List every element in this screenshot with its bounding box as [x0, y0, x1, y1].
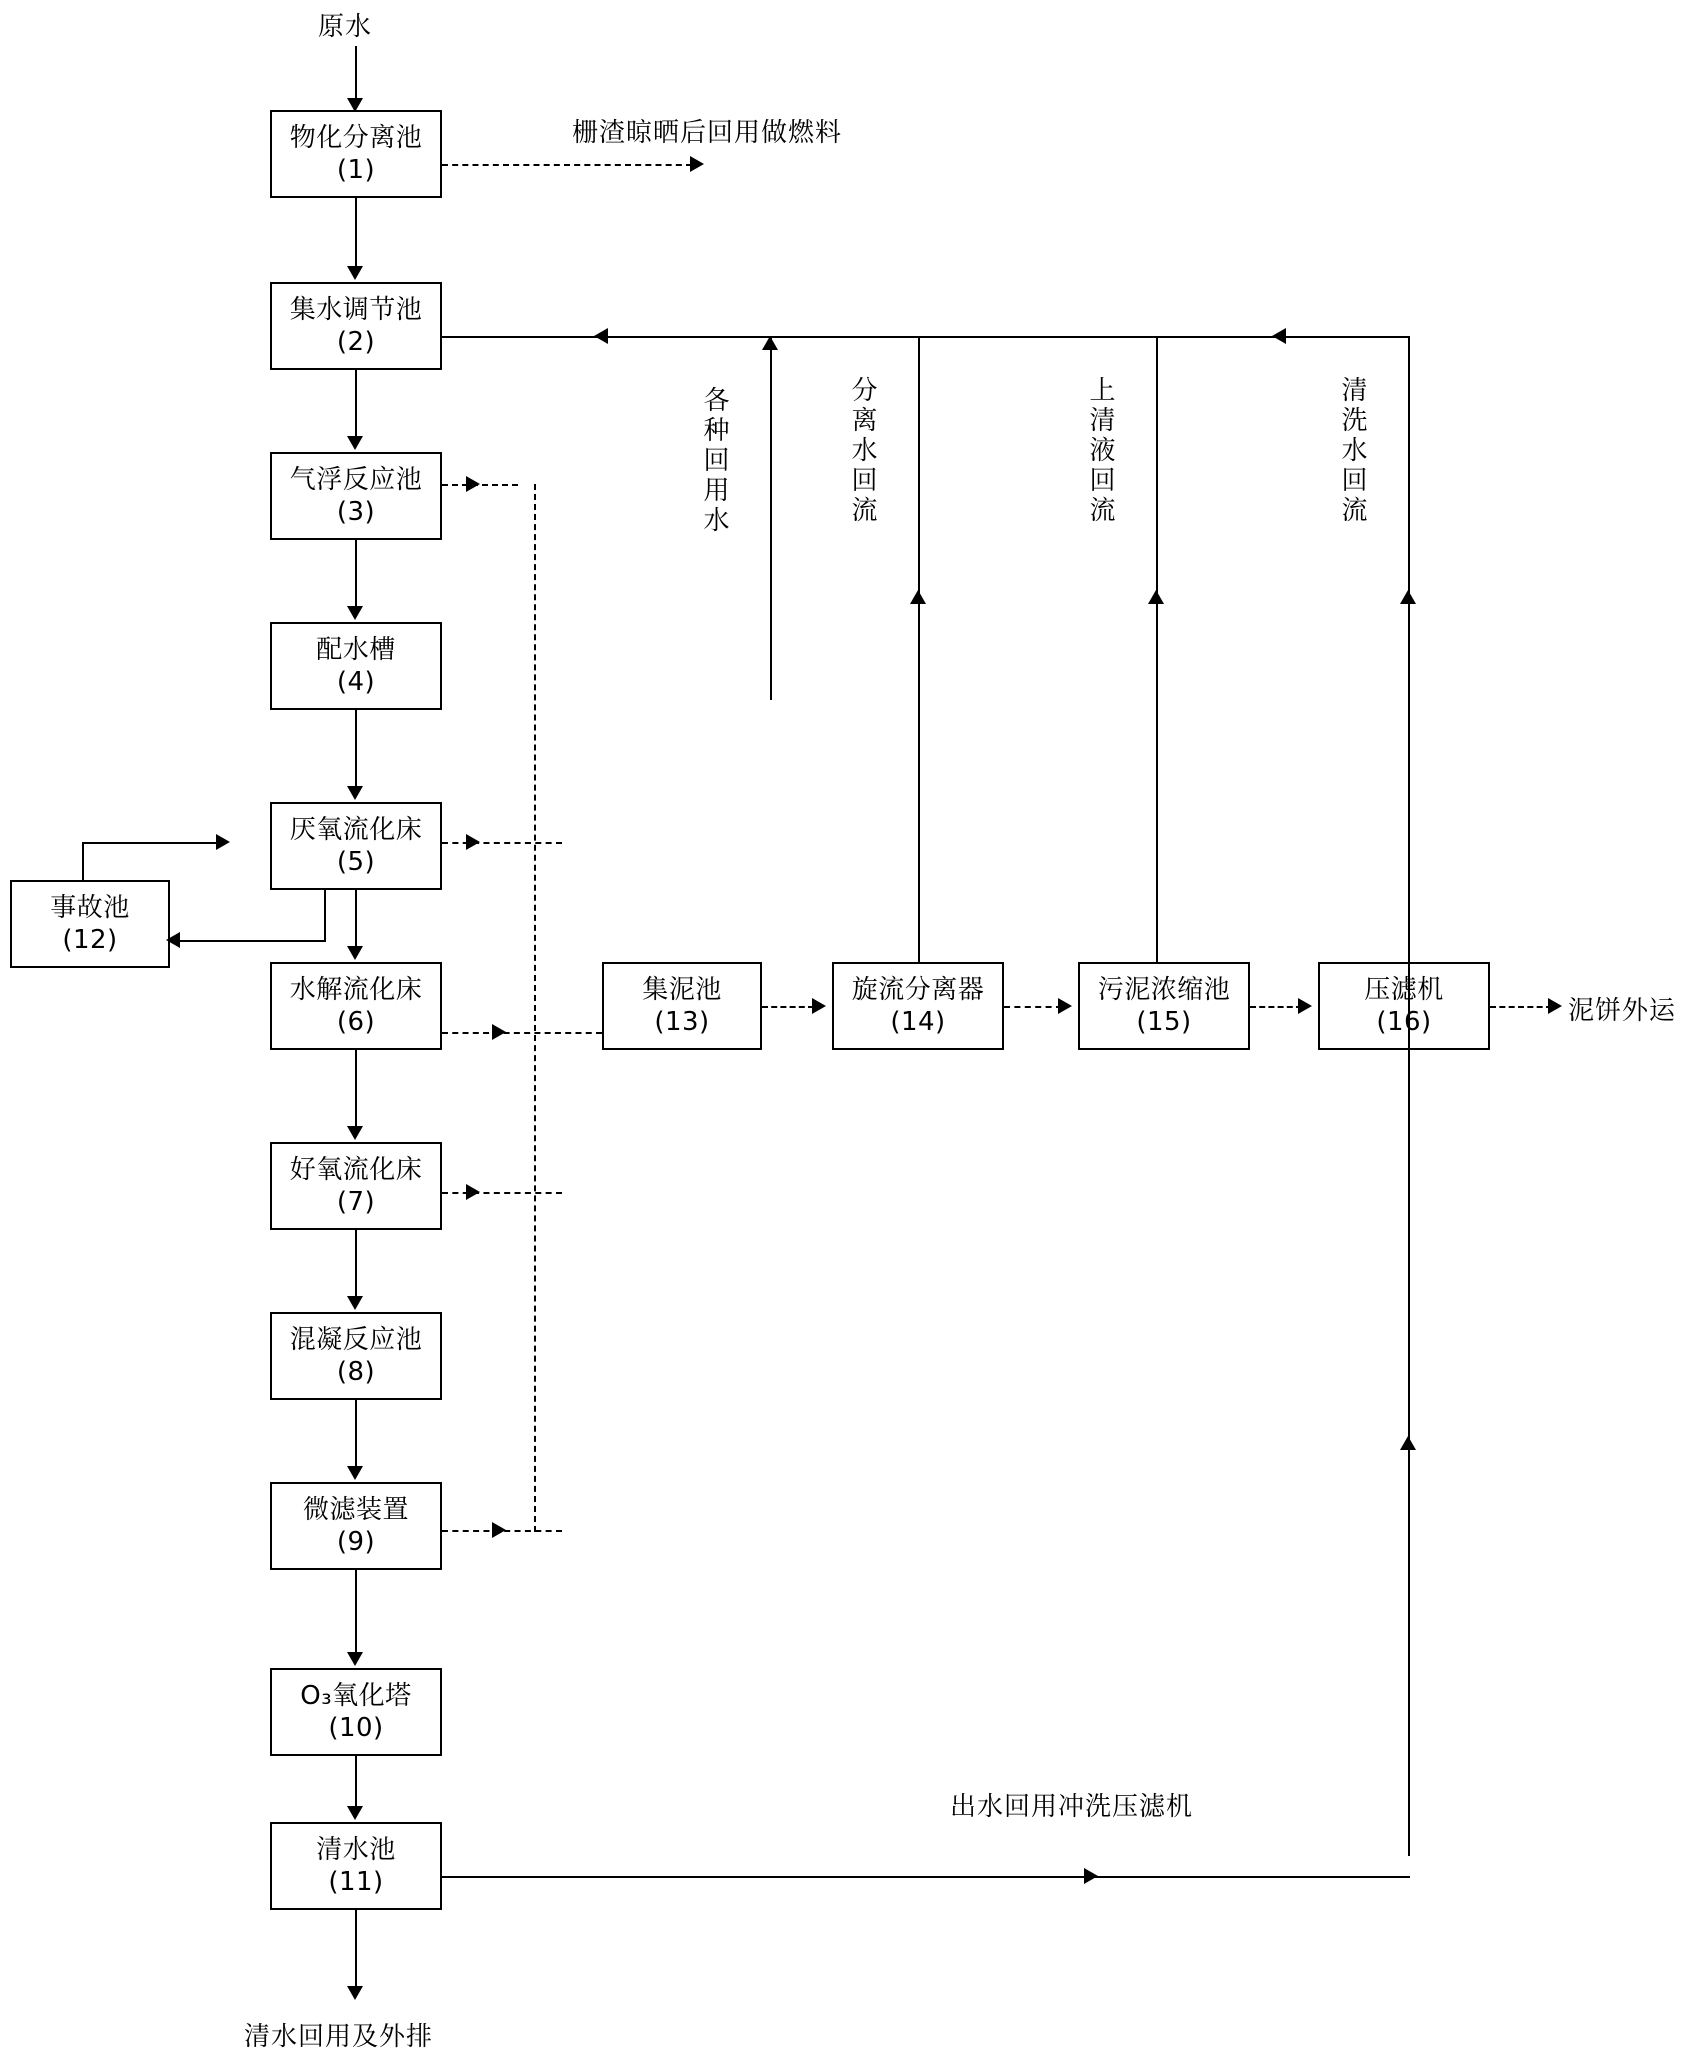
line-1-2 [355, 198, 357, 268]
arrow-15-16 [1298, 998, 1312, 1014]
arrow-return-2 [1272, 328, 1286, 344]
line-13-14 [762, 1006, 814, 1008]
line-11-out [355, 1910, 357, 1988]
line-5-to-12 [170, 940, 326, 942]
arrow-riser-supernatant [1148, 590, 1164, 604]
arrow-16-out [1548, 998, 1562, 1014]
label-screen-residue: 栅渣晾晒后回用做燃料 [572, 118, 843, 148]
arrow-1-2 [347, 266, 363, 280]
arrow-7-sludge [466, 1184, 480, 1200]
arrow-return-1 [594, 328, 608, 344]
arrow-11-out [347, 1986, 363, 2000]
arrow-3-4 [347, 606, 363, 620]
node-box-14[interactable]: 旋流分离器 (14) [832, 962, 1004, 1050]
node-box-5[interactable]: 厌氧流化床 (5) [270, 802, 442, 890]
line-12-to-5 [82, 842, 218, 844]
arrow-9-10 [347, 1652, 363, 1666]
arrow-8-9 [347, 1466, 363, 1480]
node-box-3[interactable]: 气浮反应池 (3) [270, 452, 442, 540]
arrow-3-sludge [466, 476, 480, 492]
line-riser-separation [918, 336, 920, 962]
line-6-sludge [442, 1032, 602, 1034]
node-box-4[interactable]: 配水槽 (4) [270, 622, 442, 710]
label-reuse-water: 各种回用水 [699, 386, 729, 536]
line-sludge-collector [534, 484, 536, 1532]
arrow-5-to-12 [166, 932, 180, 948]
node-box-12[interactable]: 事故池 (12) [10, 880, 170, 968]
line-15-16 [1250, 1006, 1302, 1008]
line-16-out [1490, 1006, 1552, 1008]
arrow-14-15 [1058, 998, 1072, 1014]
line-3-4 [355, 540, 357, 608]
arrow-2-3 [347, 436, 363, 450]
line-5-sludge [442, 842, 562, 844]
node-box-9[interactable]: 微滤装置 (9) [270, 1482, 442, 1570]
arrow-4-5 [347, 786, 363, 800]
line-12-up [82, 842, 84, 882]
arrow-6-sludge [492, 1024, 506, 1040]
arrow-12-to-5 [216, 834, 230, 850]
line-3-sludge [442, 484, 518, 486]
arrow-wash-into-16 [1400, 1436, 1416, 1450]
label-supernatant-return: 上清液回流 [1085, 376, 1115, 526]
node-box-7[interactable]: 好氧流化床 (7) [270, 1142, 442, 1230]
inlet-label: 原水 [318, 12, 373, 42]
arrow-6-7 [347, 1126, 363, 1140]
node-box-11[interactable]: 清水池 (11) [270, 1822, 442, 1910]
line-riser-supernatant [1156, 336, 1158, 962]
node-box-6[interactable]: 水解流化床 (6) [270, 962, 442, 1050]
outlet-label: 清水回用及外排 [244, 2022, 434, 2052]
node-box-2[interactable]: 集水调节池 (2) [270, 282, 442, 370]
line-7-sludge [442, 1192, 562, 1194]
line-14-15 [1004, 1006, 1062, 1008]
arrow-9-sludge [492, 1522, 506, 1538]
arrow-11-reuse [1084, 1868, 1098, 1884]
line-9-10 [355, 1570, 357, 1654]
arrow-riser-separation [910, 590, 926, 604]
line-riser-reuse [770, 336, 772, 700]
label-reuse-flush: 出水回用冲洗压滤机 [950, 1792, 1194, 1822]
arrow-5-6 [347, 946, 363, 960]
line-5-down-to12 [324, 890, 326, 942]
node-box-1[interactable]: 物化分离池 (1) [270, 110, 442, 198]
arrow-riser-reuse [762, 336, 778, 350]
line-inlet [355, 46, 357, 104]
line-7-8 [355, 1230, 357, 1298]
line-4-5 [355, 710, 357, 788]
line-10-11 [355, 1756, 357, 1808]
node-box-15[interactable]: 污泥浓缩池 (15) [1078, 962, 1250, 1050]
node-box-10[interactable]: O₃氧化塔 (10) [270, 1668, 442, 1756]
line-5-6 [355, 890, 357, 948]
label-washwater-return: 清洗水回流 [1337, 376, 1367, 526]
arrow-riser-washwater [1400, 590, 1416, 604]
node-box-16[interactable]: 压滤机 (16) [1318, 962, 1490, 1050]
arrow-13-14 [812, 998, 826, 1014]
arrow-5-sludge [466, 834, 480, 850]
line-riser-washwater [1408, 336, 1410, 1856]
arrow-10-11 [347, 1806, 363, 1820]
node-box-8[interactable]: 混凝反应池 (8) [270, 1312, 442, 1400]
node-box-13[interactable]: 集泥池 (13) [602, 962, 762, 1050]
label-mud-cake: 泥饼外运 [1568, 996, 1677, 1026]
line-2-3 [355, 370, 357, 438]
line-return-header [442, 336, 1410, 338]
label-separation-return: 分离水回流 [847, 376, 877, 526]
line-11-to-washloop [442, 1876, 1410, 1878]
line-6-7 [355, 1050, 357, 1128]
arrow-screen-residue [690, 156, 704, 172]
line-screen-residue [442, 164, 692, 166]
arrow-7-8 [347, 1296, 363, 1310]
line-8-9 [355, 1400, 357, 1468]
